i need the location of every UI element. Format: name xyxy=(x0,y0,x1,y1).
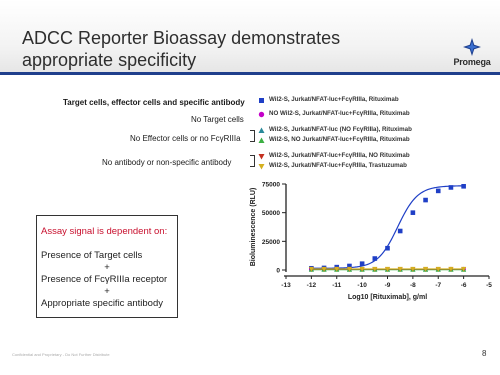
bracket-no-effector xyxy=(250,130,255,142)
x-tick-label: -11 xyxy=(332,282,342,289)
data-point xyxy=(360,261,365,266)
data-point xyxy=(461,184,466,189)
legend-label: Wil2-S, Jurkat/NFAT-luc+FcγRIIIa, Rituximab xyxy=(269,96,399,103)
data-point xyxy=(423,198,428,203)
box-line: Appropriate specific antibody xyxy=(41,298,163,309)
promega-logo-mark xyxy=(447,36,497,58)
title-rule xyxy=(0,72,500,75)
x-tick-label: -12 xyxy=(306,282,317,289)
box-line: + xyxy=(104,286,110,297)
x-tick-label: -8 xyxy=(409,282,416,289)
data-point xyxy=(373,256,378,261)
x-axis-label: Log10 [Rituximab], g/ml xyxy=(347,294,428,301)
box-heading: Assay signal is dependent on: xyxy=(41,226,168,237)
y-tick-label: 50000 xyxy=(261,210,280,218)
series-fit-line xyxy=(311,186,463,268)
legend-label: Wil2-S, Jurkat/NFAT-luc+FcγRIIIa, NO Rituximab xyxy=(269,152,410,159)
y-tick-label: 75000 xyxy=(261,181,280,189)
data-point xyxy=(436,189,441,194)
page-number: 8 xyxy=(482,349,487,358)
x-tick-label: -5 xyxy=(486,282,492,289)
box-line: Presence of FcγRIIIa receptor xyxy=(41,274,168,285)
data-point xyxy=(398,229,403,234)
assay-signal-box xyxy=(36,215,178,318)
dose-response-chart xyxy=(246,178,496,308)
legend-label: Wil2-S, NO Jurkat/NFAT-luc+FcγRIIIa, Rituximab xyxy=(269,136,410,143)
label-no-antibody: No antibody or non-specific antibody xyxy=(102,158,232,167)
legend-triangle-up-marker-icon xyxy=(258,137,265,144)
legend-circle-marker-icon xyxy=(258,111,265,118)
data-point xyxy=(385,246,390,251)
slide-title: ADCC Reporter Bioassay demonstrates appropriate specificity xyxy=(22,28,341,70)
data-point xyxy=(449,185,454,190)
data-point xyxy=(411,210,416,215)
promega-logo xyxy=(447,36,497,72)
y-tick-label: 0 xyxy=(276,267,280,275)
x-tick-label: -13 xyxy=(281,282,291,289)
y-axis-label: Bioluminescence (RLU) xyxy=(250,187,257,267)
x-tick-label: -7 xyxy=(435,282,442,289)
x-tick-label: -10 xyxy=(357,282,367,289)
logo-text: Promega xyxy=(453,57,491,67)
legend-label: NO Wil2-S, Jurkat/NFAT-luc+FcγRIIIa, Rituximab xyxy=(269,110,410,117)
legend-square-marker-icon xyxy=(258,97,265,104)
legend-triangle-up-marker-icon xyxy=(258,127,265,134)
legend-triangle-down-marker-icon xyxy=(258,153,265,160)
footer-note: Confidential and Proprietary - Do Not Further Distribute xyxy=(12,352,110,357)
label-no-target: No Target cells xyxy=(191,115,244,124)
legend-label: Wil2-S, Jurkat/NFAT-luc+FcγRIIIa, Trastuzumab xyxy=(269,162,407,169)
label-no-effector: No Effector cells or no FcγRIIIa xyxy=(130,134,241,143)
box-line: Presence of Target cells xyxy=(41,250,143,261)
x-tick-label: -9 xyxy=(384,282,391,289)
y-tick-label: 25000 xyxy=(261,238,280,246)
box-line: + xyxy=(104,262,110,273)
label-target-cells: Target cells, effector cells and specific antibody xyxy=(63,98,245,107)
x-tick-label: -6 xyxy=(460,282,467,289)
legend-label: Wil2-S, Jurkat/NFAT-luc (NO FcγRIIIa), Rituximab xyxy=(269,126,412,133)
legend-triangle-down-marker-icon xyxy=(258,163,265,170)
bracket-no-antibody xyxy=(250,155,255,167)
